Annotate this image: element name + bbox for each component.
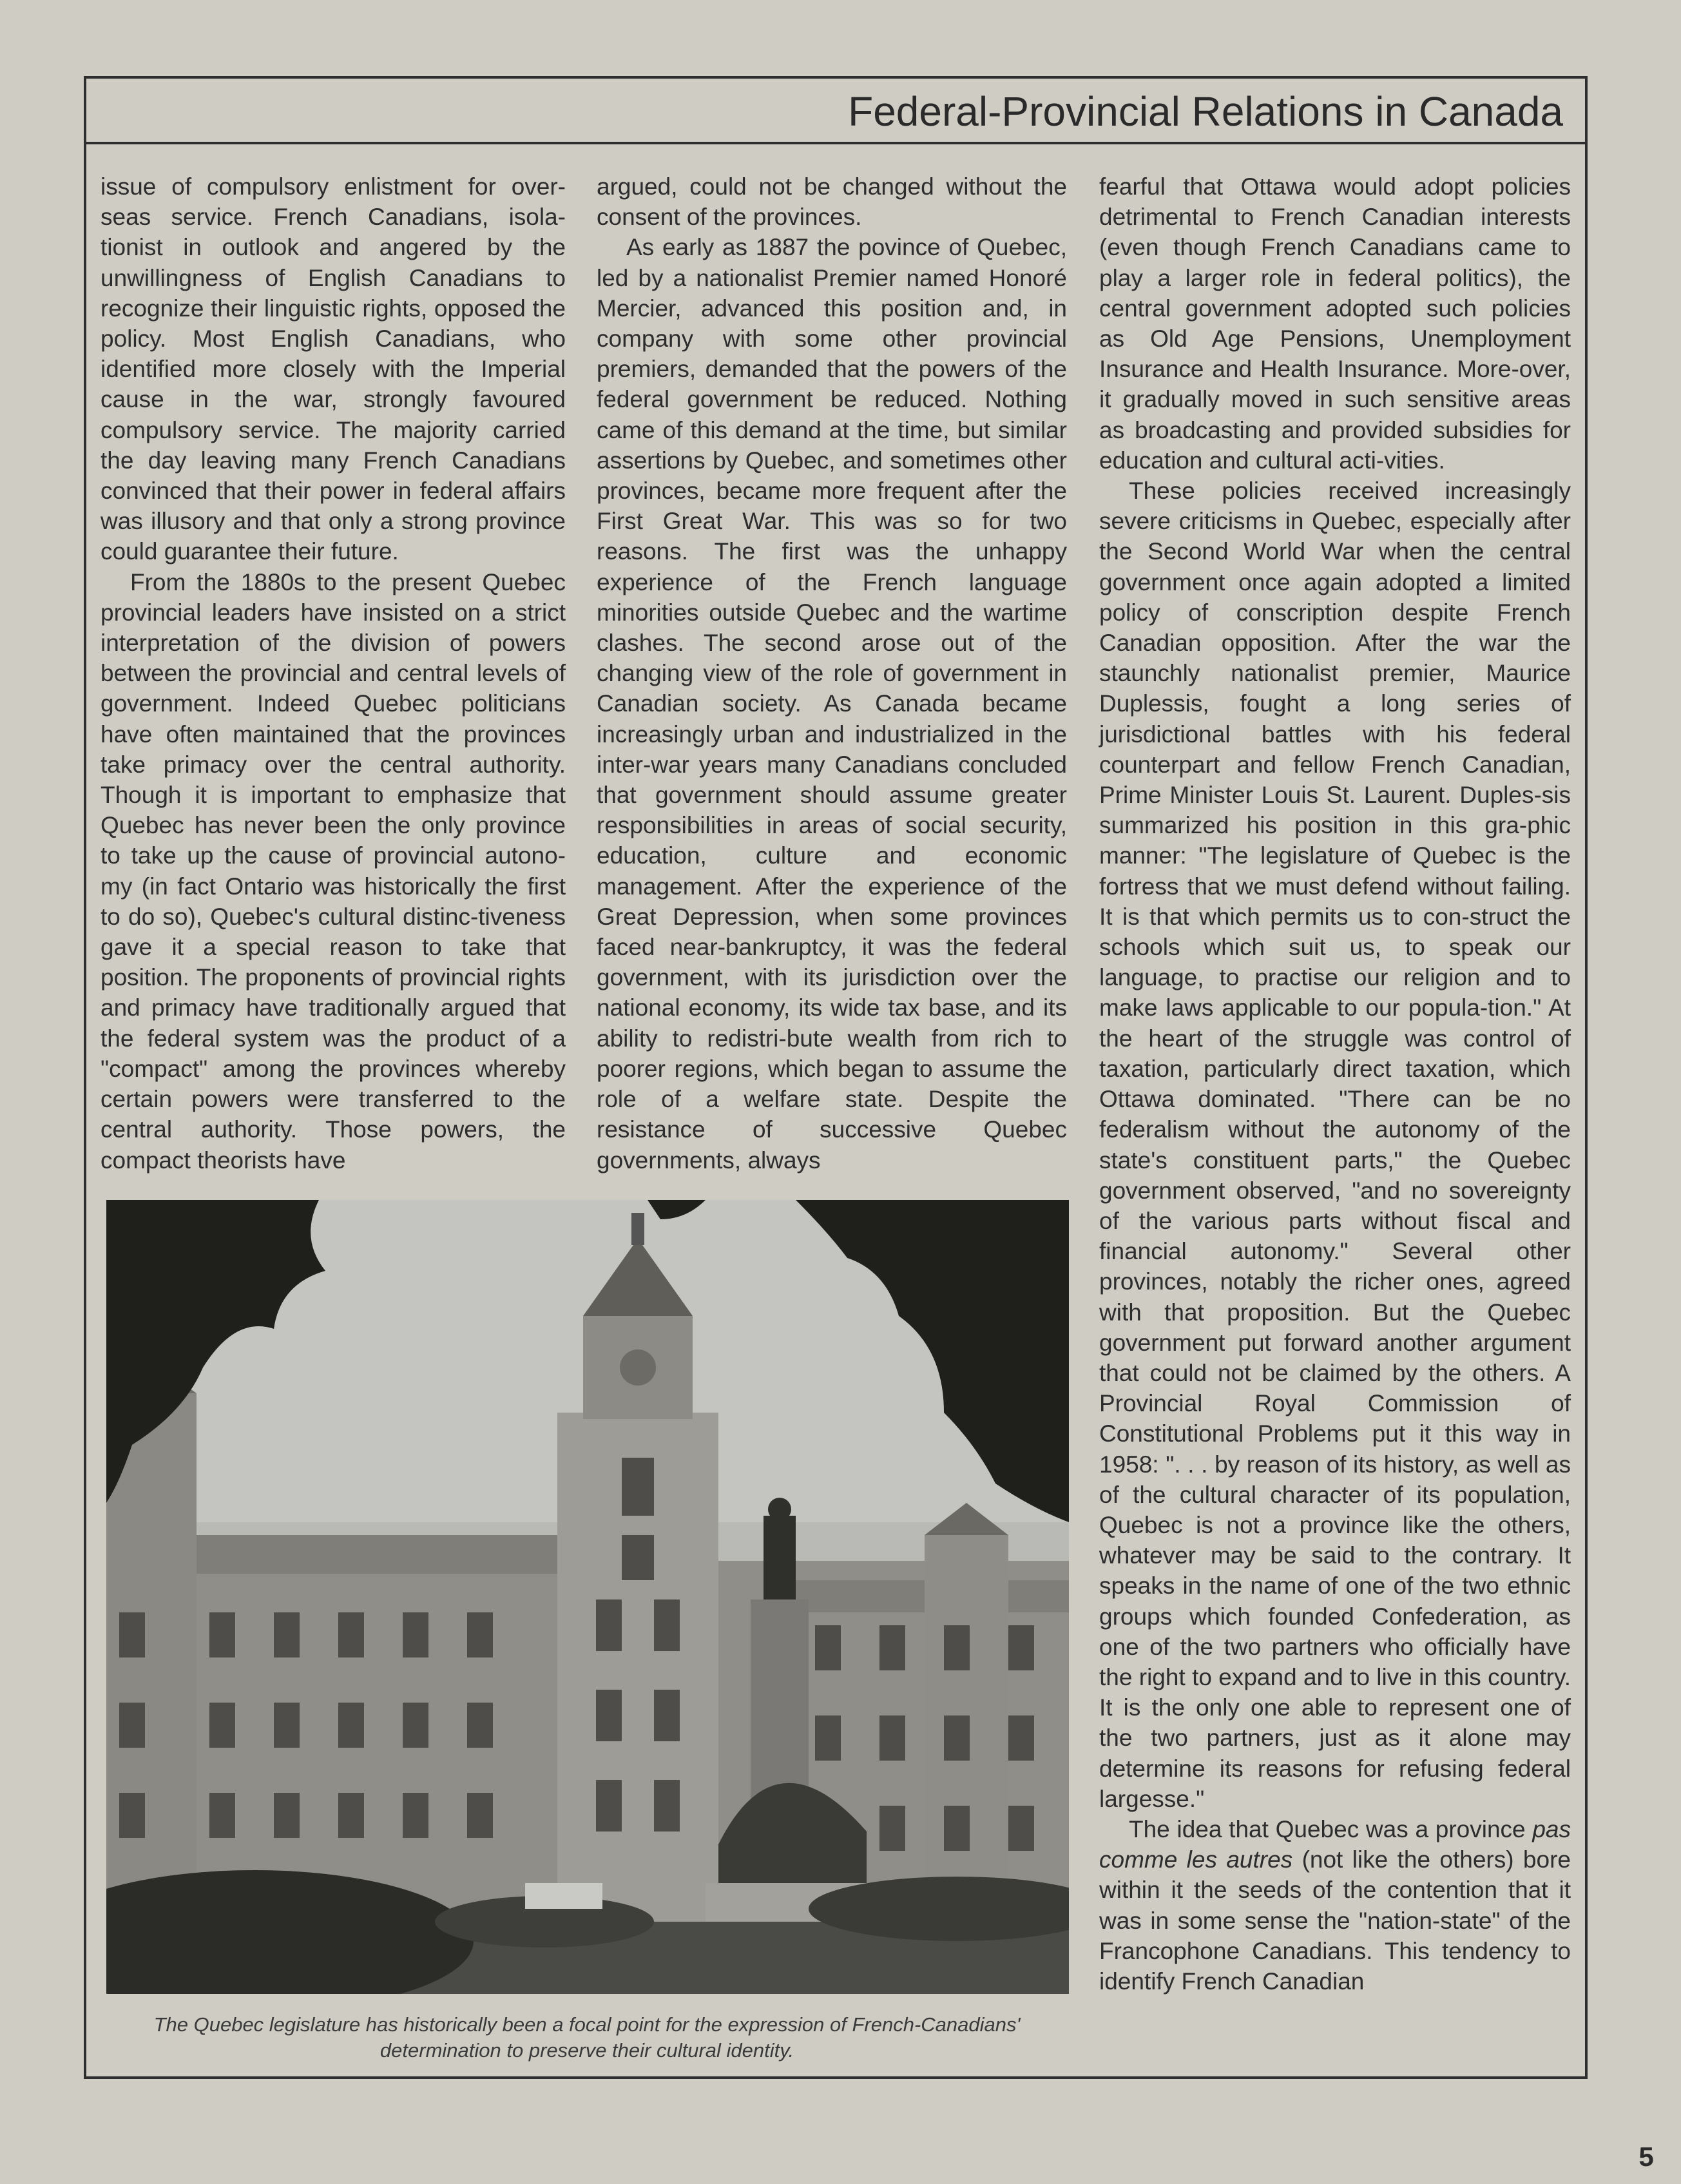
paragraph: argued, could not be changed without the consent of the provinces. xyxy=(597,173,1067,231)
text-run: The idea that Quebec was a province xyxy=(1129,1815,1533,1842)
text-column-1 xyxy=(101,171,566,1175)
page-number: 5 xyxy=(1638,2141,1654,2172)
paragraph: As early as 1887 the povince of Quebec, led by a nationalist Premier named Honoré Mercier, advanced this position and, in company with some other provincial premiers, demanded that the powers of the federal government be reduced. Nothing came of this demand at the time, but similar assertions by Quebec, and sometimes other provinces, became more frequent after the First Great War. This was so for two reasons. The first was the unhappy experience of the French language minorities outside Quebec and the wartime clashes. The second arose out of the changing view of the role of government in Canadian society. As Canada became increasingly urban and industrialized in the inter-war years many Canadians concluded that government should assume greater responsibilities in areas of social security, education, culture and economic management. After the experience of the Great Depression, when some provinces faced near-bankruptcy, it was the federal government, with its jurisdiction over the national economy, its wide tax base, and its ability to redistri-bute wealth from rich to poorer regions, which began to assume the role of a welfare state. Despite the resistance of successive Quebec governments, always xyxy=(597,234,1067,1174)
text-column-3 xyxy=(1099,171,1571,1996)
text-column-2 xyxy=(597,171,1067,1175)
paragraph: issue of compulsory enlistment for over-seas service. French Canadians, isola-tionist in outlook and angered by the unwillingness of English Canadians to recognize their linguistic rights, opposed the policy. Most English Canadians, who identified more closely with the Imperial cause in the war, strongly favoured compulsory service. The majority carried the day leaving many French Canadians convinced that their power in federal affairs was illusory and that only a strong province could guarantee their future. xyxy=(101,173,566,565)
paragraph: These policies received increasingly severe criticisms in Quebec, especially after the Second World War when the central government once again adopted a limited policy of conscription despite French Canadian opposition. After the war the staunchly nationalist premier, Maurice Duplessis, fought a long series of jurisdictional battles with his federal counterpart and fellow French Canadian, Prime Minister Louis St. Laurent. Duples-sis summarized his position in this gra-phic manner: "The legislature of Quebec is the fortress that we must defend without failing. It is that which permits us to con-struct the schools which suit us, to speak our language, to practise our religion and to make laws applicable to our popula-tion." At the heart of the struggle was control of taxation, particularly direct taxation, which Ottawa dominated. "There can be no federalism without the autonomy of the state's constituent parts," the Quebec government observed, "and no sovereignty of the various parts without fiscal and financial autonomy." Several other provinces, notably the richer ones, agreed with that proposition. But the Quebec government put forward another argument that could not be claimed by the others. A Provincial Royal Commission of Constitutional Problems put it this way in 1958: ". . . by reason of its history, as well as of the cultural character of its population, Quebec is not a province like the others, whatever may be said to the contrary. It speaks in the name of one of the two ethnic groups which founded Confederation, as one of the two partners who officially have the right to expand and to live in this country. It is the only one able to represent one of the two partners, just as it alone may determine its reasons for refusing federal largesse." xyxy=(1099,478,1571,1812)
italic-phrase: pas comme les autres xyxy=(1099,1815,1571,1873)
paragraph xyxy=(1099,1814,1571,1996)
header-rule xyxy=(84,142,1588,144)
paragraph: From the 1880s to the present Quebec provincial leaders have insisted on a strict interpretation of the division of powers between the provincial and central levels of government. Indeed Quebec politicians have often maintained that the provinces take primacy over the central authority. Though it is important to emphasize that Quebec has never been the only province to take up the cause of provincial autono-my (in fact Ontario was historically the first to do so), Quebec's cultural distinc-tiveness gave it a special reason to take that position. The proponents of provincial rights and primacy have traditionally argued that the federal system was the product of a "compact" among the provinces whereby certain powers were transferred to the central authority. Those powers, the compact theorists have xyxy=(101,568,566,1174)
text-run: (not like the others) bore within it the seeds of the contention that it was in some sense the "nation-state" of the Francophone Canadians. This tendency to identify French Canadian xyxy=(1099,1846,1571,1995)
paragraph: fearful that Ottawa would adopt policies detrimental to French Canadian interests (even though French Canadians came to play a larger role in federal politics), the central government adopted such policies as Old Age Pensions, Unemployment Insurance and Health Insurance. More-over, it gradually moved in such sensitive areas as broadcasting and provided subsidies for education and cultural acti-vities. xyxy=(1099,173,1571,474)
photo-illustration xyxy=(106,1200,1069,1994)
running-head: Federal-Provincial Relations in Canada xyxy=(848,88,1563,135)
photo-caption: The Quebec legislature has historically been a focal point for the expression of French-Canadians' determination to preserve their cultural identity. xyxy=(153,2013,1021,2062)
legislature-photo xyxy=(106,1200,1069,1994)
